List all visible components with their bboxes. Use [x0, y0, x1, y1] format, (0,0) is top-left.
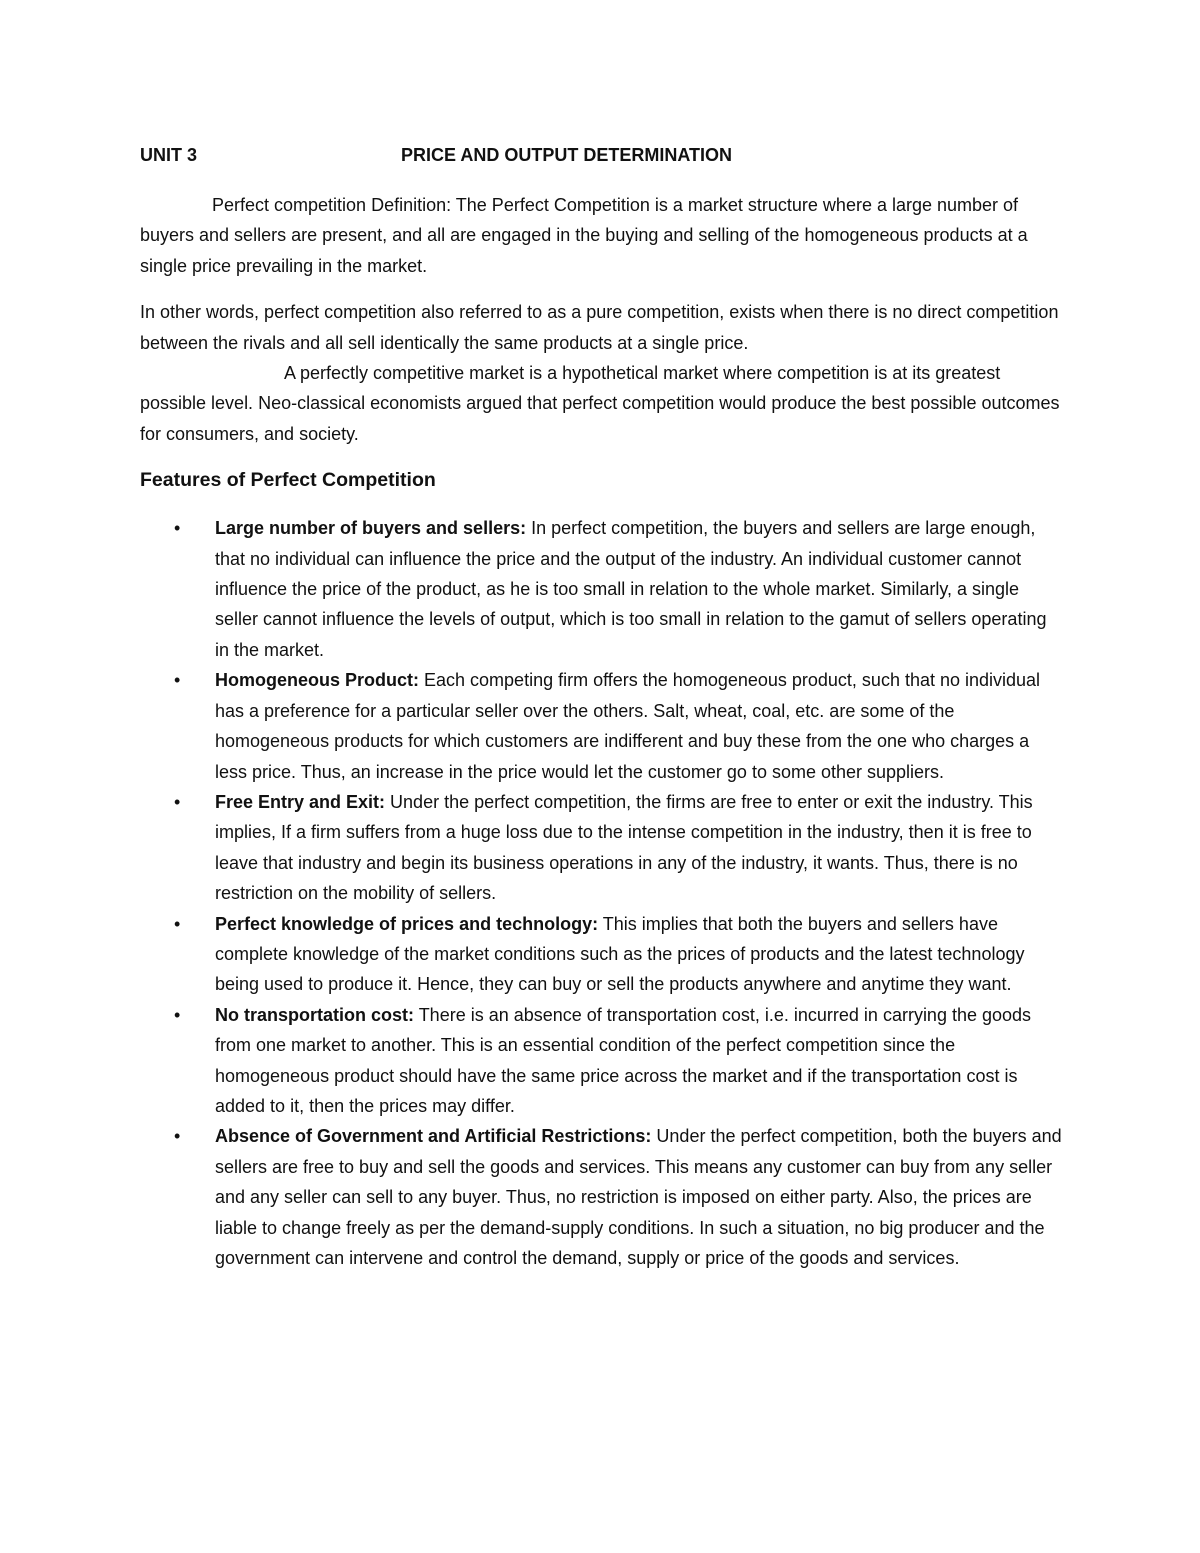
feature-text: There is an absence of transportation cost, i.e. incurred in carrying the goods from one market to another. This is an essential condition of the perfect competition since the homogeneous product should have the same price across the market and if the transportation cost is added to it, then the prices may differ.	[215, 1004, 1032, 1116]
list-item	[140, 909, 1065, 1000]
feature-term: Homogeneous Product:	[215, 670, 420, 691]
features-heading: Features of Perfect Competition	[140, 469, 436, 492]
list-item	[140, 787, 1065, 909]
feature-term: Large number of buyers and sellers:	[215, 518, 527, 539]
feature-text: In perfect competition, the buyers and sellers are large enough, that no individual can influence the price and the output of the industry. An individual customer cannot influence the price of the product, as he is too small in relation to the whole market. Similarly, a single seller cannot influence the levels of output, which is too small in relation to the gamut of sellers operating in the market.	[215, 518, 1047, 660]
bullet-icon: •	[174, 791, 181, 812]
definition-paragraph: Perfect competition Definition: The Perfect Competition is a market structure where a large number of buyers and sellers are present, and all are engaged in the buying and selling of the homogeneous products at a single price prevailing in the market.	[140, 195, 1028, 276]
feature-term: Free Entry and Exit:	[215, 791, 386, 812]
bullet-icon: •	[174, 670, 181, 691]
list-item	[140, 1000, 1065, 1122]
hypothetical-market-paragraph: A perfectly competitive market is a hypothetical market where competition is at its greatest possible level. Neo-classical economists argued that perfect competition would produce the best possible outcomes for consumers, and society.	[140, 363, 1060, 444]
feature-text: Each competing firm offers the homogeneous product, such that no individual has a preference for a particular seller over the others. Salt, wheat, coal, etc. are some of the homogeneous products for which customers are indifferent and buy these from the one who charges a less price. Thus, an increase in the price would let the customer go to some other suppliers.	[215, 670, 1041, 782]
list-item	[140, 1121, 1065, 1273]
list-item	[140, 513, 1065, 665]
unit-header	[140, 140, 1065, 170]
unit-number: UNIT 3	[140, 145, 198, 165]
other-words-paragraph: In other words, perfect competition also referred to as a pure competition, exists when there is no direct competition between the rivals and all sell identically the same products at a single price.	[140, 302, 1059, 353]
bullet-icon: •	[174, 913, 181, 934]
features-list	[140, 513, 1065, 1273]
feature-text: This implies that both the buyers and sellers have complete knowledge of the market conditions such as the prices of products and the latest technology being used to produce it. Hence, they can buy or sell the products anywhere and anytime they want.	[215, 913, 1025, 995]
unit-title: PRICE AND OUTPUT DETERMINATION	[401, 145, 732, 165]
feature-text: Under the perfect competition, the firms are free to enter or exit the industry. This implies, If a firm suffers from a huge loss due to the intense competition in the industry, then it is free to leave that industry and begin its business operations in any of the industry, it wants. Thus, there is no restriction on the mobility of sellers.	[215, 791, 1033, 904]
feature-term: Absence of Government and Artificial Restrictions:	[215, 1126, 652, 1147]
document-body	[140, 140, 1065, 1273]
bullet-icon: •	[174, 518, 181, 539]
feature-term: Perfect knowledge of prices and technology:	[215, 913, 599, 934]
feature-text: Under the perfect competition, both the buyers and sellers are free to buy and sell the goods and services. This means any customer can buy from any seller and any seller can sell to any buyer. Thus, no restriction is imposed on either party. Also, the prices are liable to change freely as per the demand-supply conditions. In such a situation, no big producer and the government can intervene and control the demand, supply or price of the goods and services.	[215, 1126, 1062, 1268]
feature-term: No transportation cost:	[215, 1004, 415, 1025]
bullet-icon: •	[174, 1004, 181, 1025]
bullet-icon: •	[174, 1126, 181, 1147]
list-item	[140, 665, 1065, 787]
